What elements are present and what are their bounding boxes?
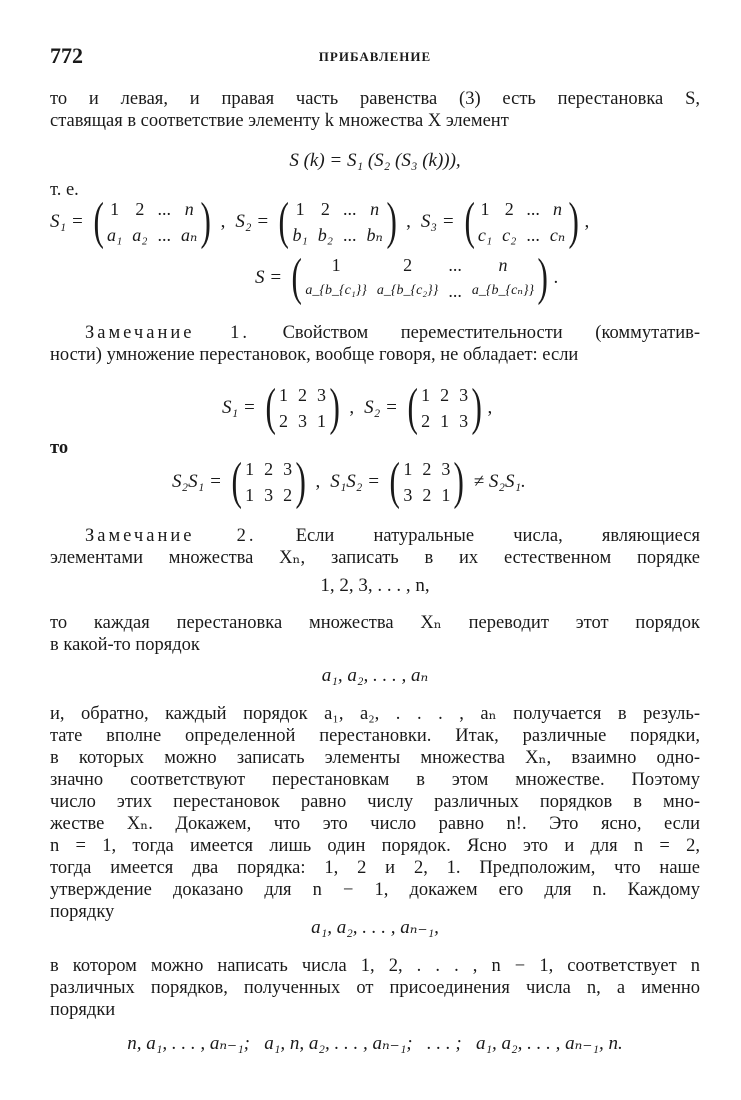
text-line: тате вполне определенной перестановки. Итак, различные порядки, (50, 726, 700, 746)
text-line: тогда имеется два порядка: 1, 2 и 2, 1. Предположим, что наше (50, 858, 700, 878)
s1-label: S₁ = (50, 211, 84, 232)
remark2-line: Замечание 2. Если натуральные числа, являющиеся (85, 526, 700, 546)
text-line: порядки (50, 1000, 116, 1020)
matrix-s1-3x: ( 1 2 3 2 3 1 ) (265, 379, 340, 436)
page-number: 772 (50, 43, 83, 68)
formula-sk: S (k) = S₁ (S₂ (S₃ (k))), (289, 150, 461, 171)
matrix-row-3: S₂S₁ = ( 1 2 3 1 3 2 ) , S₁S₂ = ( 1 2 3 3 2 1 ) ≠ S₂S₁. (172, 453, 526, 510)
text-line: и, обратно, каждый порядок a₁, a₂, . . . , aₙ получается в резуль- (50, 704, 700, 724)
sequence-a-n-1: a₁, a₂, . . . , aₙ₋₁, (311, 917, 439, 938)
matrix-s2s1: ( 1 2 3 1 3 2 ) (231, 453, 306, 510)
text-line: число этих перестановок равно числу различных порядков в мно- (50, 792, 700, 812)
sequence-naturals: 1, 2, 3, . . . , n, (320, 575, 430, 596)
text-line: элементами множества Xₙ, записать в их естественном порядке (50, 548, 700, 568)
text-line: в какой-то порядок (50, 635, 200, 655)
text-line: порядку (50, 902, 115, 922)
matrix-s3: ( 1 2 ... n c₁ c₂ ... cₙ ) (463, 193, 580, 250)
text-line: то и левая, и правая часть равенства (3) есть перестановка S, (50, 89, 700, 109)
text-line: то каждая перестановка множества Xₙ переводит этот порядок (50, 613, 700, 633)
matrix-s2: ( 1 2 ... n b₁ b₂ ... bₙ ) (278, 193, 397, 250)
matrix-row-1: S₁ = ( 1 2 ... n a₁ a₂ ... aₙ ) , S₂ = ( 1 2 ... n b₁ b₂ ... bₙ ) , S₃ = ( 1 2 ... n c₁ c₂ ... cₙ ) , (50, 193, 590, 250)
text-line: жестве Xₙ. Докажем, что это число равно n!. Это ясно, если (50, 814, 700, 834)
text-line: утверждение доказано для n − 1, докажем его для n. Каждому (50, 880, 700, 900)
remark1-line: Замечание 1. Свойством переместительности (коммутатив- (85, 323, 700, 343)
matrix-row-s: S = ( 1 2 ... n a_{b_{c₁}} a_{b_{c₂}} ... a_{b_{cₙ}} ) . (255, 249, 559, 306)
running-head: ПРИБАВЛЕНИЕ (318, 49, 432, 64)
text-line: в котором можно написать числа 1, 2, . . . , n − 1, соответствует n (50, 956, 700, 976)
text-line: ставящая в соответствие элементу k множества X элемент (50, 111, 509, 131)
matrix-s2-3x: ( 1 2 3 2 1 3 ) (407, 379, 482, 436)
page-header (50, 43, 700, 73)
s-label: S = (255, 267, 283, 288)
s2-label: S₂ = (235, 211, 270, 232)
sequence-orders: n, a₁, . . . , aₙ₋₁; a₁, n, a₂, . . . , aₙ₋₁; . . . ; a₁, a₂, . . . , aₙ₋₁, n. (127, 1033, 623, 1054)
matrix-s1: ( 1 2 ... n a₁ a₂ ... aₙ ) (93, 193, 212, 250)
matrix-s: ( 1 2 ... n a_{b_{c₁}} a_{b_{c₂}} ... a_{b_{cₙ}} ) (291, 249, 549, 306)
text-line: значно соответствуют перестановкам в этом множестве. Поэтому (50, 770, 700, 790)
remark1-title: Замечание 1. (85, 323, 250, 343)
neq-relation: ≠ S₂S₁. (473, 471, 526, 492)
text-line: ности) умножение перестановок, вообще говоря, не обладает: если (50, 345, 579, 365)
text-line: в которых можно записать элементы множества Xₙ, взаимно одно- (50, 748, 700, 768)
to-word: то (50, 438, 69, 458)
s3-label: S₃ = (420, 211, 455, 232)
text-line: различных порядков, полученных от присоединения числа n, а именно (50, 978, 700, 998)
sequence-a: a₁, a₂, . . . , aₙ (321, 665, 429, 686)
matrix-row-2: S₁ = ( 1 2 3 2 3 1 ) , S₂ = ( 1 2 3 2 1 3 ) , (222, 379, 493, 436)
remark2-title: Замечание 2. (85, 526, 257, 546)
matrix-s1s2: ( 1 2 3 3 2 1 ) (389, 453, 465, 510)
te-abbrev: т. е. (50, 180, 79, 200)
text-line: n = 1, тогда имеется лишь один порядок. Ясно это и для n = 2, (50, 836, 700, 856)
